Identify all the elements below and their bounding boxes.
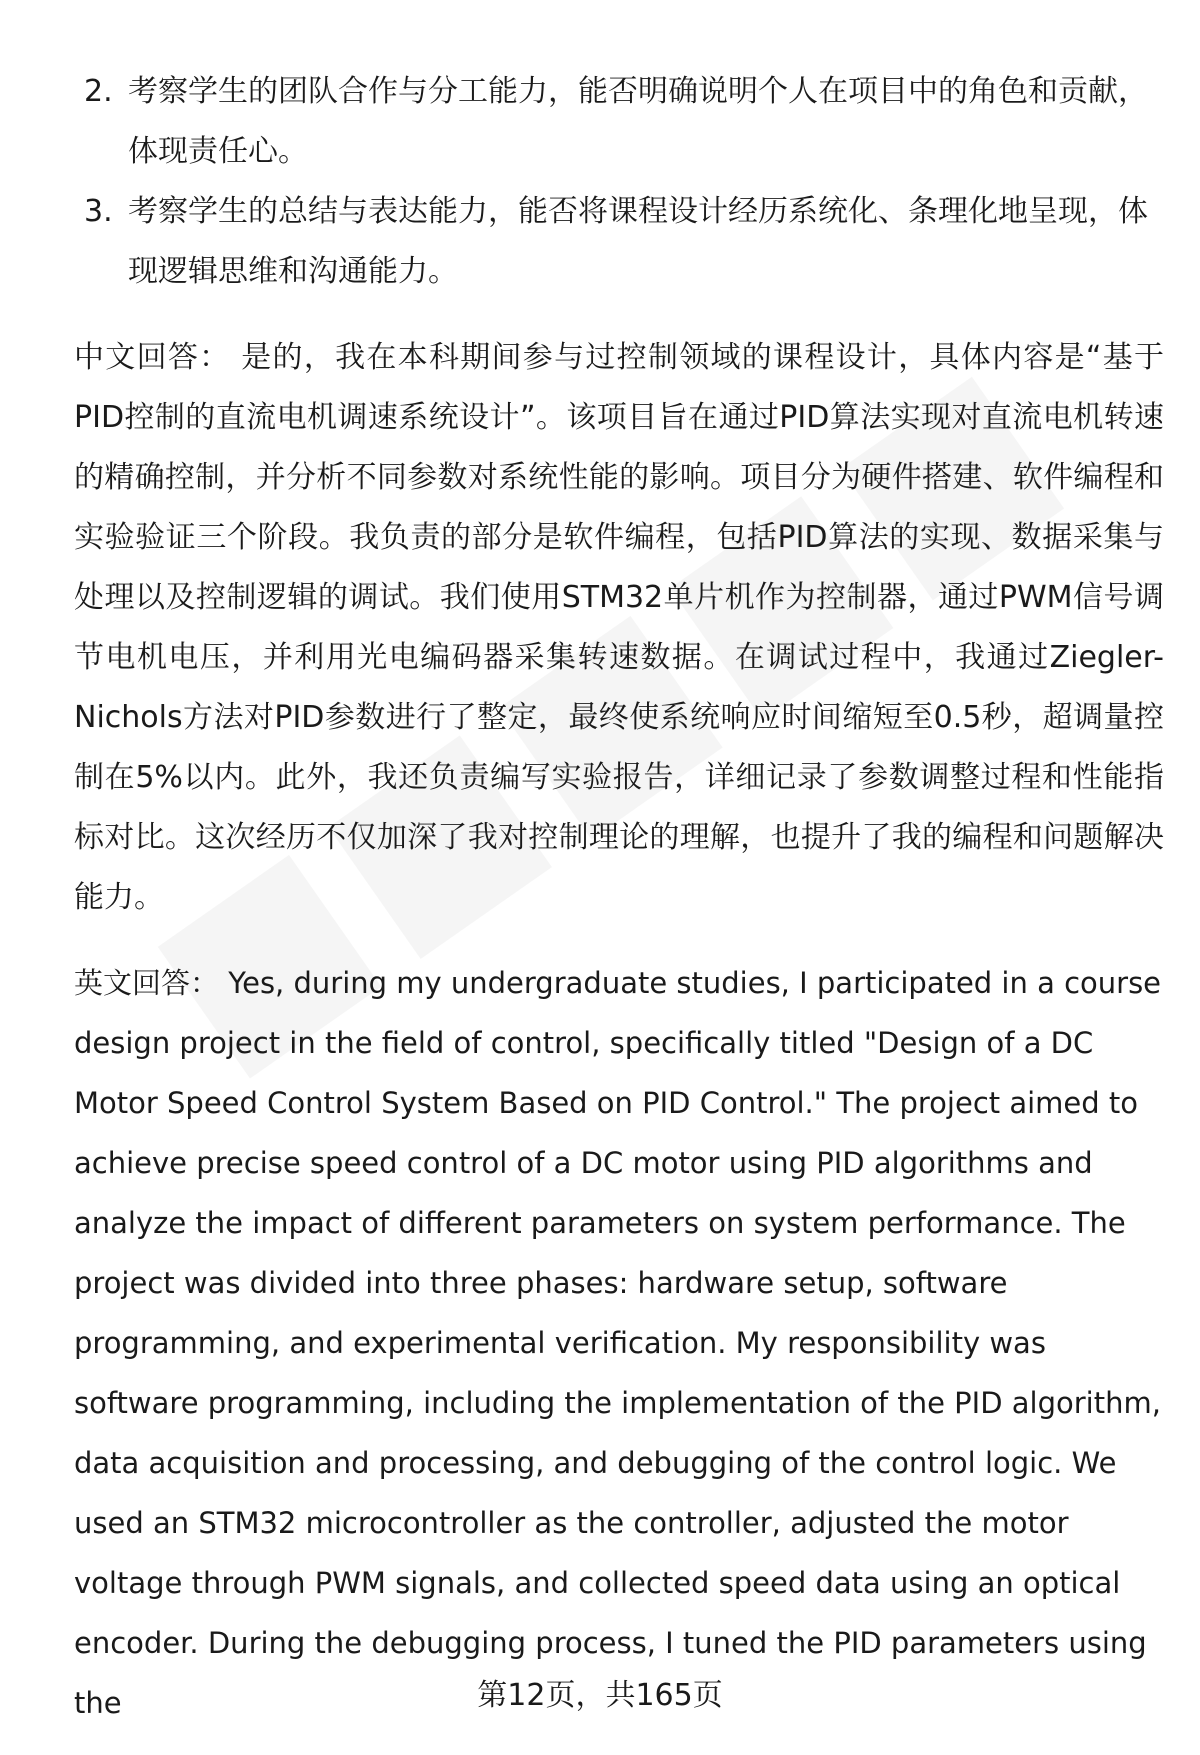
evaluation-criteria-list	[74, 62, 1164, 302]
english-answer-paragraph	[74, 953, 1164, 1733]
list-item-text: 考察学生的团队合作与分工能力，能否明确说明个人在项目中的角色和贡献，体现责任心。	[128, 74, 1148, 169]
chinese-answer-text: 是的，我在本科期间参与过控制领域的课程设计，具体内容是“基于PID控制的直流电机调速系统设计”。该项目旨在通过PID算法实现对直流电机转速的精确控制，并分析不同参数对系统性能的影响。项目分为硬件搭建、软件编程和实验验证三个阶段。我负责的部分是软件编程，包括PID算法的实现、数据采集与处理以及控制逻辑的调试。我们使用STM32单片机作为控制器，通过PWM信号调节电机电压，并利用光电编码器采集转速数据。在调试过程中，我通过Ziegler-Nichols方法对PID参数进行了整定，最终使系统响应时间缩短至0.5秒，超调量控制在5%以内。此外，我还负责编写实验报告，详细记录了参数调整过程和性能指标对比。这次经历不仅加深了我对控制理论的理解，也提升了我的编程和问题解决能力。	[74, 340, 1164, 915]
list-item	[74, 62, 1164, 182]
list-item	[74, 182, 1164, 302]
chinese-answer-paragraph	[74, 328, 1164, 928]
list-item-number: 3.	[84, 194, 113, 229]
english-answer-label: 英文回答：	[74, 966, 220, 1000]
list-item-text: 考察学生的总结与表达能力，能否将课程设计经历系统化、条理化地呈现，体现逻辑思维和沟通能力。	[128, 194, 1148, 289]
chinese-answer-label: 中文回答：	[74, 340, 231, 375]
list-item-number: 2.	[84, 74, 113, 109]
english-answer-text: Yes, during my undergraduate studies, I participated in a course design project in the field of control, specifically titled "Design of a DC Motor Speed Control System Based on PID Control." The project aimed to achieve precise speed control of a DC motor using PID algorithms and analyze the impact of different parameters on system performance. The project was divided into three phases: hardware setup, software programming, and experimental verification. My responsibility was software programming, including the implementation of the PID algorithm, data acquisition and processing, and debugging of the control logic. We used an STM32 microcontroller as the controller, adjusted the motor voltage through PWM signals, and collected speed data using an optical encoder. During the debugging process, I tuned the PID parameters using the	[74, 966, 1162, 1720]
page-number-footer: 第12页，共165页	[477, 1678, 723, 1713]
